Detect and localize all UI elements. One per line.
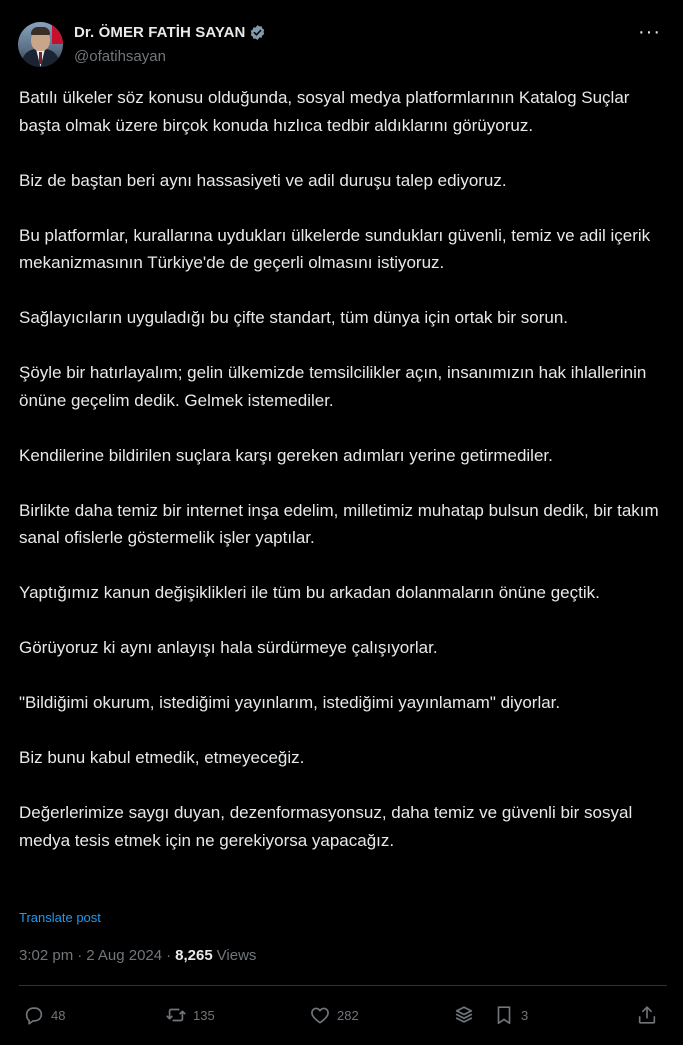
views-label: Views bbox=[216, 947, 257, 964]
post-paragraph: Biz de baştan beri aynı hassasiyeti ve adil duruşu talep ediyoruz. bbox=[19, 170, 507, 190]
share-icon bbox=[636, 1004, 658, 1026]
handle[interactable]: @ofatihsayan bbox=[74, 48, 166, 65]
post-paragraph: Yaptığımız kanun değişiklikleri ile tüm bu arkadan dolanmaların önüne geçtik. bbox=[19, 583, 600, 602]
avatar-hair bbox=[31, 27, 50, 35]
name-row bbox=[74, 24, 266, 41]
avatar-flag bbox=[52, 24, 63, 44]
post-paragraph: Görüyoruz ki aynı anlayışı hala sürdürmeye çalışıyorlar. bbox=[19, 638, 438, 657]
action-bar bbox=[19, 1000, 667, 1030]
post-paragraph: Batılı ülkeler söz konusu olduğunda, sosyal medya platformlarının Katalog Suçlar başta olmak üzere birçok konuda hızlıca tedbir aldıklarını görüyoruz. bbox=[19, 88, 635, 135]
meta-separator: · bbox=[166, 947, 172, 964]
like-icon bbox=[309, 1004, 331, 1026]
reply-button[interactable] bbox=[23, 1000, 65, 1030]
post-paragraph: Şöyle bir hatırlayalım; gelin ülkemizde temsilcilikler açın, insanımızın hak ihlallerinin önüne geçelim dedik. Gelmek istemediler. bbox=[19, 363, 652, 410]
share-button[interactable] bbox=[636, 1000, 658, 1030]
like-button[interactable] bbox=[309, 1000, 359, 1030]
display-name[interactable]: Dr. ÖMER FATİH SAYAN bbox=[74, 24, 246, 41]
analytics-button[interactable] bbox=[453, 1000, 475, 1030]
repost-count: 135 bbox=[193, 1007, 215, 1023]
post-paragraph: "Bildiğimi okurum, istediğimi yayınlarım, istediğimi yayınlamam" diyorlar. bbox=[19, 693, 561, 712]
repost-button[interactable] bbox=[165, 1000, 215, 1030]
meta-separator: · bbox=[77, 947, 83, 964]
avatar-tie bbox=[39, 52, 42, 64]
post-paragraph: Birlikte daha temiz bir internet inşa edelim, milletimiz muhatap bulsun dedik, bir takım sanal ofislerle göstermelik işler yaptılar. bbox=[19, 500, 664, 547]
post-paragraph: Sağlayıcıların uyguladığı bu çifte standart, tüm dünya için ortak bir sorun. bbox=[19, 308, 569, 327]
reply-icon bbox=[23, 1004, 45, 1026]
reply-count: 48 bbox=[51, 1007, 66, 1023]
post-text bbox=[19, 84, 667, 854]
verified-badge-icon bbox=[249, 24, 266, 41]
bookmark-count: 3 bbox=[521, 1007, 529, 1023]
post-paragraph: Biz bunu kabul etmedik, etmeyeceğiz. bbox=[19, 748, 305, 767]
post-header bbox=[18, 18, 665, 68]
like-count: 282 bbox=[337, 1007, 359, 1023]
post-time[interactable]: 3:02 pm bbox=[19, 947, 74, 964]
post-date[interactable]: 2 Aug 2024 bbox=[86, 947, 163, 964]
repost-icon bbox=[165, 1004, 187, 1026]
views-count: 8,265 bbox=[175, 947, 213, 964]
bookmark-button[interactable] bbox=[493, 1000, 528, 1030]
translate-post-link[interactable]: Translate post bbox=[19, 910, 101, 925]
post-paragraph: Kendilerine bildirilen suçlara karşı gereken adımları yerine getirmediler. bbox=[19, 445, 553, 465]
analytics-icon bbox=[453, 1004, 475, 1026]
post-paragraph: Bu platformlar, kurallarına uydukları ülkelerde sundukları güvenli, temiz ve adil içerik mekanizmasının Türkiye'de de geçerli olmasını istiyoruz. bbox=[19, 225, 655, 272]
post-paragraph: Değerlerimize saygı duyan, dezenformasyonsuz, daha temiz ve güvenli bir sosyal medya tesis etmek için ne gerekiyorsa yapacağız. bbox=[19, 803, 637, 850]
bookmark-icon bbox=[493, 1004, 515, 1026]
divider bbox=[19, 985, 667, 986]
avatar[interactable] bbox=[18, 22, 63, 67]
post-meta bbox=[19, 947, 256, 964]
more-icon[interactable]: ··· bbox=[638, 21, 661, 43]
